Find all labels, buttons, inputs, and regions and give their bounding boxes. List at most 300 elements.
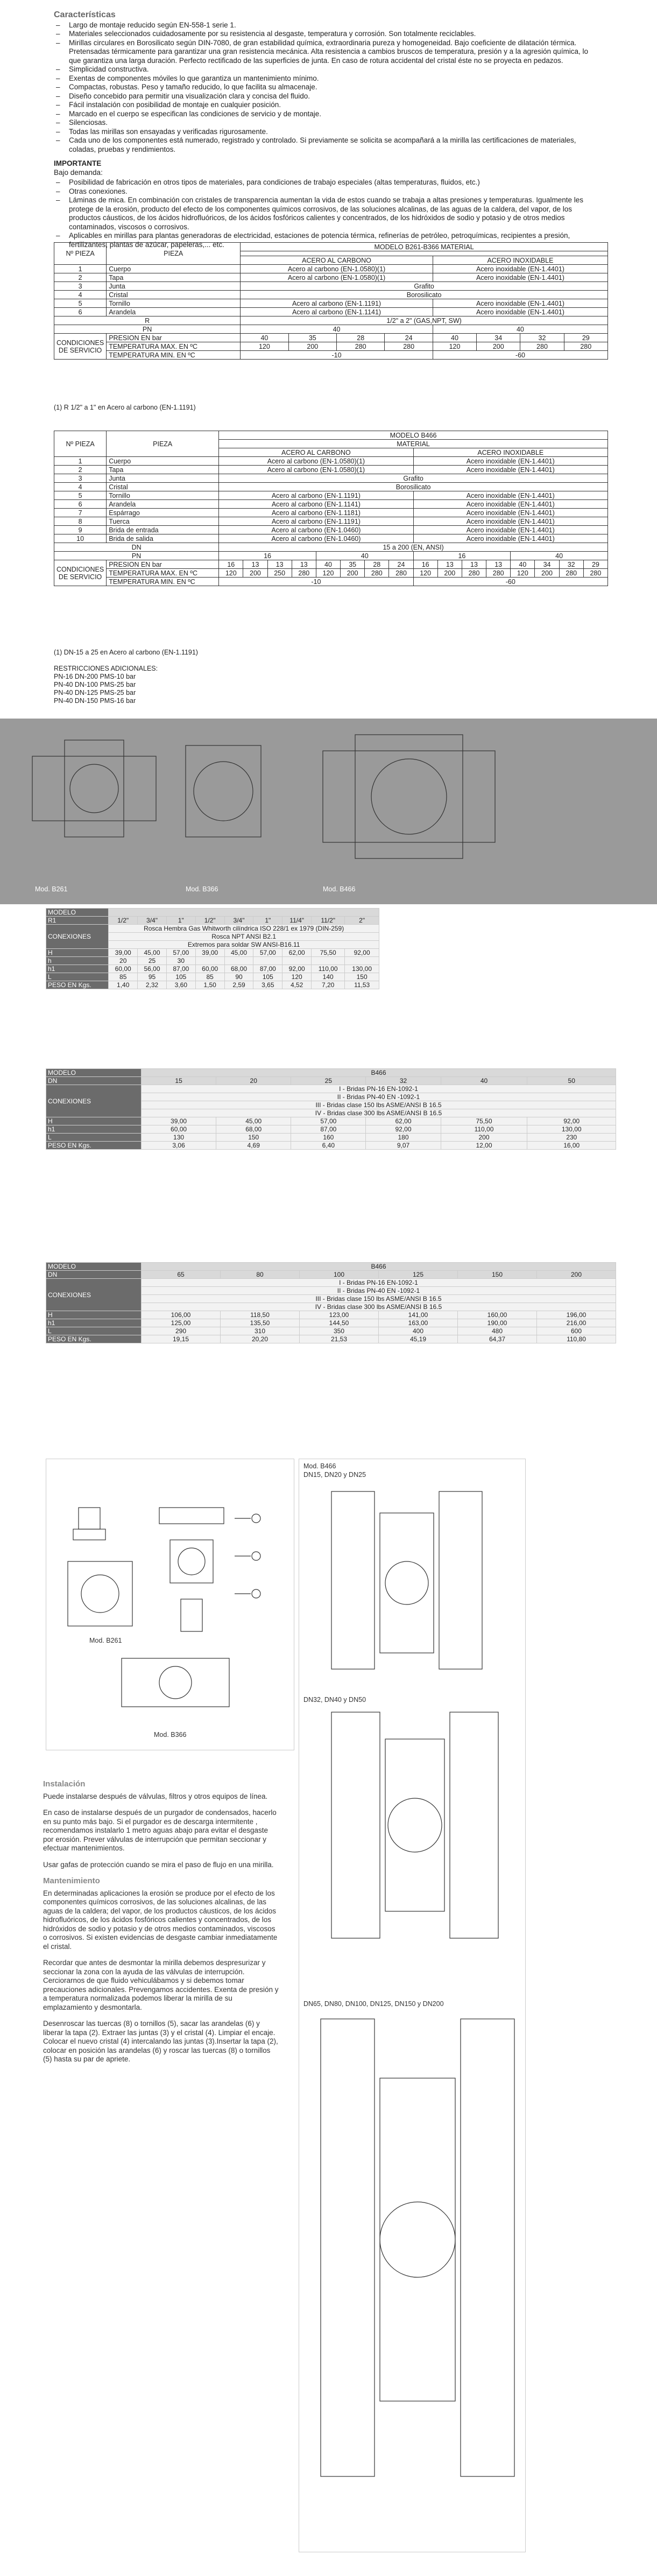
cell: 80 xyxy=(221,1271,300,1279)
cell: 2" xyxy=(345,917,379,925)
cell: 105 xyxy=(253,973,282,981)
important-item: – Posibilidad de fabricación en otros tipos de materiales, para condiciones de trabajo especiales (altas temperaturas, fluidos, etc.) xyxy=(69,178,592,187)
conn-line: IV - Bridas clase 300 lbs ASME/ANSI B 16.5 xyxy=(142,1109,616,1117)
cell: 30 xyxy=(166,957,195,965)
model-label: MODELO xyxy=(46,909,109,917)
model-label: MODELO xyxy=(46,1069,142,1077)
cell: 200 xyxy=(437,569,462,578)
maintenance-paragraph: En determinadas aplicaciones la erosión se produce por el efecto de los componentes químicos corrosivos, de las soluciones alcalinas, de las aguas de la caldera; del vapor, de los productos cáusticos, de los ácidos hidrofluóricos, de los ácidos fosfóricos calientes y concentrados, de los hidróxidos de sodio y potasio y de otros medios contaminados, viscosos o corrosivos. Si existen evidencias de desgaste cambiar inmediatamente el cristal. xyxy=(43,1889,278,1951)
tmin-label: TEMPERATURA MIN. EN ºC xyxy=(107,578,219,586)
cell: 35 xyxy=(341,560,365,569)
cell: Acero al carbono (EN-1.1191) xyxy=(219,491,413,500)
tmin-carbon: -10 xyxy=(241,351,433,360)
cell: 13 xyxy=(486,560,511,569)
table-row xyxy=(54,517,608,526)
pn-carbon: 40 xyxy=(241,325,433,334)
cell: 92,00 xyxy=(527,1117,616,1125)
conn-line: Extremos para soldar SW ANSI-B16.11 xyxy=(109,941,379,949)
cell: 141,00 xyxy=(379,1311,458,1319)
row-label: H xyxy=(46,1117,142,1125)
cell: 123,00 xyxy=(300,1311,379,1319)
table-row xyxy=(46,1335,616,1343)
cell: 75,50 xyxy=(441,1117,527,1125)
cond-label: CONDICIONES DE SERVICIO xyxy=(54,334,107,360)
inox-header: ACERO INOXIDABLE xyxy=(433,256,607,265)
cell: 120 xyxy=(241,342,288,351)
cell: Cristal xyxy=(107,483,219,491)
cell: Brida de entrada xyxy=(107,526,219,534)
cell: 110,00 xyxy=(441,1125,527,1134)
drawings-panel xyxy=(0,719,657,904)
cell: Acero inoxidable (EN-1.4401) xyxy=(413,534,607,543)
table-row xyxy=(46,981,379,989)
cell: 105 xyxy=(166,973,195,981)
cell: 35 xyxy=(288,334,336,342)
feature-item: – Silenciosas. xyxy=(69,118,592,128)
cell: 11,53 xyxy=(345,981,379,989)
cell: Acero inoxidable (EN-1.4401) xyxy=(413,491,607,500)
conn-line: Rosca Hembra Gas Whitworth cilíndrica ISO 228/1 ex 1979 (DIN-259) xyxy=(109,925,379,933)
table-row xyxy=(46,1142,616,1150)
cell: 5 xyxy=(54,491,107,500)
cell: 40 xyxy=(241,334,288,342)
tmax-label: TEMPERATURA MAX. EN ºC xyxy=(107,569,219,578)
table-row xyxy=(54,291,608,299)
cell: Cuerpo xyxy=(107,457,219,466)
row-label: h xyxy=(46,957,109,965)
cell xyxy=(345,957,379,965)
cell: 32 xyxy=(559,560,583,569)
cell: Junta xyxy=(107,282,241,291)
caption-dn15: DN15, DN20 y DN25 xyxy=(303,1471,366,1479)
cell: 4 xyxy=(54,291,107,299)
cell: 120 xyxy=(511,569,535,578)
row-label: L xyxy=(46,973,109,981)
cell: 280 xyxy=(365,569,389,578)
feature-item: – Fácil instalación con posibilidad de montaje en cualquier posición. xyxy=(69,101,592,110)
cell: 60,00 xyxy=(109,965,138,973)
cell: Acero al carbono (EN-1.0460) xyxy=(219,534,413,543)
table-row xyxy=(46,1327,616,1335)
tmin-inox: -60 xyxy=(413,578,607,586)
cell: Acero al carbono (EN-1.0580)(1) xyxy=(241,273,433,282)
cell: Acero al carbono (EN-1.1191) xyxy=(219,517,413,526)
cell: 200 xyxy=(477,342,520,351)
pressure-label: PRESION EN bar xyxy=(107,560,219,569)
cell: 24 xyxy=(385,334,433,342)
r-label: R xyxy=(54,316,241,325)
cell: 11/2" xyxy=(312,917,345,925)
cell: Acero al carbono (EN-1.0580)(1) xyxy=(219,457,413,466)
cell: 5 xyxy=(54,299,107,308)
model-value: B466 xyxy=(142,1263,616,1271)
cell: 125,00 xyxy=(142,1319,221,1327)
table-row xyxy=(46,965,379,973)
restrictions xyxy=(54,665,158,705)
cell: 40 xyxy=(441,1077,527,1085)
cell: 13 xyxy=(292,560,316,569)
model-value: B466 xyxy=(142,1069,616,1077)
cell: 4,69 xyxy=(216,1142,291,1150)
cell: 180 xyxy=(366,1134,441,1142)
cell: 9 xyxy=(54,526,107,534)
cell: 1,50 xyxy=(195,981,224,989)
important-item: – Aplicables en mirillas para plantas generadoras de electricidad, estaciones de potencia térmica, refinerías de petróleo, petroquímicas, recipientes a presión, fertilizantes, plantas de azúcar, papeleras,... etc. xyxy=(69,231,592,249)
r-value: 1/2" a 2" (GAS,NPT, SW) xyxy=(241,316,608,325)
pn-label: PN xyxy=(54,552,219,560)
row-label: PESO EN Kgs. xyxy=(46,1142,142,1150)
cell: 6 xyxy=(54,500,107,509)
cell: Acero al carbono (EN-1.0580)(1) xyxy=(241,265,433,273)
cell: 280 xyxy=(385,342,433,351)
cell: 21,53 xyxy=(300,1335,379,1343)
cell: 95 xyxy=(138,973,167,981)
tmin-carbon: -10 xyxy=(219,578,413,586)
cell: 92,00 xyxy=(345,949,379,957)
restriction-item: PN-16 DN-200 PMS-10 bar xyxy=(54,673,136,680)
table-row xyxy=(54,534,608,543)
cell: 120 xyxy=(433,342,476,351)
cell: 16 xyxy=(413,560,437,569)
cell: Acero inoxidable (EN-1.4401) xyxy=(433,265,607,273)
cell: 100 xyxy=(300,1271,379,1279)
cell: 144,50 xyxy=(300,1319,379,1327)
cell: 6,40 xyxy=(291,1142,366,1150)
cell: Grafito xyxy=(241,282,608,291)
installation-paragraph: Usar gafas de protección cuando se mira el paso de flujo en una mirilla. xyxy=(43,1860,274,1869)
cell: Acero inoxidable (EN-1.4401) xyxy=(413,509,607,517)
restriction-item: PN-40 DN-100 PMS-25 bar xyxy=(54,681,136,688)
cell: 3/4" xyxy=(138,917,167,925)
table-row xyxy=(46,1125,616,1134)
cell: 7 xyxy=(54,509,107,517)
cell: 280 xyxy=(389,569,413,578)
row-label: H xyxy=(46,1311,142,1319)
dn-label: DN xyxy=(54,543,219,552)
cell: Arandela xyxy=(107,308,241,316)
inox-header: ACERO INOXIDABLE xyxy=(413,448,607,457)
important-item: – Otras conexiones. xyxy=(69,187,592,196)
conn-label: CONEXIONES xyxy=(46,1085,142,1117)
cell: 8 xyxy=(54,517,107,526)
important-block xyxy=(54,159,592,249)
cell: Acero inoxidable (EN-1.4401) xyxy=(413,500,607,509)
cell: Tornillo xyxy=(107,491,219,500)
cell: 56,00 xyxy=(138,965,167,973)
dn-label: DN xyxy=(46,1271,142,1279)
cell: Acero inoxidable (EN-1.4401) xyxy=(413,526,607,534)
cell: 280 xyxy=(486,569,511,578)
important-title: IMPORTANTE xyxy=(54,159,102,167)
cell xyxy=(224,957,253,965)
cell: 280 xyxy=(564,342,607,351)
dimension-table-b261-b366 xyxy=(46,908,379,989)
cell: 280 xyxy=(583,569,607,578)
cell: 130 xyxy=(142,1134,216,1142)
cell: Tapa xyxy=(107,273,241,282)
feature-item: – Compactas, robustas. Peso y tamaño reducido, lo que facilita su almacenaje. xyxy=(69,83,592,92)
cell: 75,50 xyxy=(312,949,345,957)
cell: Acero al carbono (EN-1.1181) xyxy=(219,509,413,517)
cell: Tuerca xyxy=(107,517,219,526)
conn-line: III - Bridas clase 150 lbs ASME/ANSI B 16.5 xyxy=(142,1101,616,1109)
feature-item: – Todas las mirillas son ensayadas y verificadas rigurosamente. xyxy=(69,128,592,137)
cell: Acero al carbono (EN-1.1191) xyxy=(241,299,433,308)
cell: 1 xyxy=(54,265,107,273)
cell: 39,00 xyxy=(142,1117,216,1125)
cell: 19,15 xyxy=(142,1335,221,1343)
cell: 160,00 xyxy=(458,1311,537,1319)
cell: 280 xyxy=(337,342,385,351)
cell: 200 xyxy=(441,1134,527,1142)
installation-section xyxy=(43,1773,280,2072)
cell: Cuerpo xyxy=(107,265,241,273)
cell: 62,00 xyxy=(366,1117,441,1125)
cell: 120 xyxy=(413,569,437,578)
dn-label: DN xyxy=(46,1077,142,1085)
cell: 1/2" xyxy=(109,917,138,925)
row-label: h1 xyxy=(46,1319,142,1327)
row-label: L xyxy=(46,1134,142,1142)
cell: 196,00 xyxy=(537,1311,616,1319)
exploded-b261-b366 xyxy=(46,1459,294,1750)
exploded-drawing-small xyxy=(46,1459,294,1750)
row-label: h1 xyxy=(46,1125,142,1134)
cell: 7,20 xyxy=(312,981,345,989)
cell: 200 xyxy=(535,569,559,578)
feature-item: – Diseño concebido para permitir una visualización clara y concisa del fluido. xyxy=(69,92,592,101)
conn-line: I - Bridas PN-16 EN-1092-1 xyxy=(142,1085,616,1093)
feature-item: – Mirillas circulares en Borosilicato según DIN-7080, de gran estabilidad química, extraordinaria pureza y homogeneidad. Bajo coeficiente de dilatación térmica. Pretensadas térmicamente para garantizar una gran resistencia mecánica. Alta resistencia a cambios bruscos de temperatura, presión y a la agresión química, lo que garantiza una larga duración. Perfecto rectificado de las superficies de junta. En caso de rotura accidental del cristal éste no se proyecta en pedazos. xyxy=(69,39,592,66)
cell: 160 xyxy=(291,1134,366,1142)
feature-item: – Cada uno de los componentes está numerado, registrado y controlado. Si previamente se solicita se acompañará a la mirilla las certificaciones de materiales, coladas, pruebas y rendimientos. xyxy=(69,136,592,154)
table-row xyxy=(54,457,608,466)
caption-b261-small: Mod. B261 xyxy=(89,1637,122,1644)
cell: 57,00 xyxy=(291,1117,366,1125)
caption-b466: Mod. B466 xyxy=(323,885,356,893)
cell: 230 xyxy=(527,1134,616,1142)
cell: Grafito xyxy=(219,474,608,483)
conn-line: II - Bridas PN-40 EN -1092-1 xyxy=(142,1287,616,1295)
cell: Acero inoxidable (EN-1.4401) xyxy=(413,466,607,474)
technical-drawings xyxy=(0,719,657,904)
cell: 106,00 xyxy=(142,1311,221,1319)
feature-item: – Simplicidad constructiva. xyxy=(69,65,592,74)
conn-line: IV - Bridas clase 300 lbs ASME/ANSI B 16.5 xyxy=(142,1303,616,1311)
installation-title: Instalación xyxy=(43,1779,86,1789)
cell: 130,00 xyxy=(345,965,379,973)
conn-label: CONEXIONES xyxy=(46,1279,142,1311)
table2-footnote: (1) DN-15 a 25 en Acero al carbono (EN-1.1191) xyxy=(54,649,198,656)
carbon-header: ACERO AL CARBONO xyxy=(219,448,413,457)
cell: 45,19 xyxy=(379,1335,458,1343)
cell: 200 xyxy=(288,342,336,351)
cell xyxy=(282,957,312,965)
dimension-table-b466-small xyxy=(46,1068,616,1150)
cell: Acero al carbono (EN-1.1141) xyxy=(219,500,413,509)
maintenance-paragraph: Recordar que antes de desmontar la mirilla debemos despresurizar y seccionar la zona con la ayuda de las válvulas de interrupción. Cerciorarnos de que fluido vehiculábamos y si debemos tomar precauciones adicionales. Prevengamos accidentes. Exenta de presión y a temperatura normalizada podemos liberar la mirilla de su emplazamiento y desmontarla. xyxy=(43,1959,279,2011)
cell: 57,00 xyxy=(253,949,282,957)
tmin-label: TEMPERATURA MIN. EN ºC xyxy=(107,351,241,360)
cell: 34 xyxy=(535,560,559,569)
cell: 120 xyxy=(282,973,312,981)
cell: 29 xyxy=(583,560,607,569)
cell: 2 xyxy=(54,466,107,474)
cell: 92,00 xyxy=(282,965,312,973)
cell: 130,00 xyxy=(527,1125,616,1134)
table-row xyxy=(54,466,608,474)
cell: 3 xyxy=(54,474,107,483)
table-row xyxy=(46,957,379,965)
cell: 40 xyxy=(316,560,340,569)
cell: 87,00 xyxy=(291,1125,366,1134)
cell: 9,07 xyxy=(366,1142,441,1150)
cell: Borosilicato xyxy=(219,483,608,491)
cell: 29 xyxy=(564,334,607,342)
model-label: MODELO xyxy=(46,1263,142,1271)
cell: 3,65 xyxy=(253,981,282,989)
col-piece-header: PIEZA xyxy=(107,243,241,265)
cell: 64,37 xyxy=(458,1335,537,1343)
cell: 280 xyxy=(559,569,583,578)
pn-inox: 40 xyxy=(433,325,607,334)
cell: 200 xyxy=(243,569,267,578)
cell: 13 xyxy=(437,560,462,569)
cell: 200 xyxy=(537,1271,616,1279)
table-row xyxy=(46,1134,616,1142)
cell: 280 xyxy=(520,342,564,351)
cell: Acero inoxidable (EN-1.4401) xyxy=(433,273,607,282)
cell: 39,00 xyxy=(195,949,224,957)
cell: 280 xyxy=(462,569,486,578)
feature-item: – Exentas de componentes móviles lo que garantiza un mantenimiento mínimo. xyxy=(69,74,592,83)
row-label: L xyxy=(46,1327,142,1335)
conn-line: I - Bridas PN-16 EN-1092-1 xyxy=(142,1279,616,1287)
model-header: MODELO B466 xyxy=(219,431,608,440)
cell: 1,40 xyxy=(109,981,138,989)
restriction-item: PN-40 DN-150 PMS-16 bar xyxy=(54,697,136,705)
feature-item: – Marcado en el cuerpo se especifican las condiciones de servicio y de montaje. xyxy=(69,110,592,119)
features-title: Características xyxy=(54,10,116,19)
cell xyxy=(312,957,345,965)
cell: 190,00 xyxy=(458,1319,537,1327)
cell: 3 xyxy=(54,282,107,291)
table-row xyxy=(54,474,608,483)
cell: 3,06 xyxy=(142,1142,216,1150)
important-item: – Láminas de mica. En combinación con cristales de transparencia aumentan la vida de estos cuando se trabaja a altas presiones y temperaturas. Igualmente les protege de la erosión, producto del efecto de los componentes químicos corrosivos, de las soluciones alcalinas, de las aguas de la caldera, del vapor, de los productos cáusticos, de los ácidos hidrofluóricos, de los ácidos fosfóricos calientes y concentrados, de los hidróxidos de sodio y potasio y de otros medios contaminados, viscosos o corrosivos. xyxy=(69,196,592,231)
cell: Acero inoxidable (EN-1.4401) xyxy=(433,308,607,316)
cell: 25 xyxy=(291,1077,366,1085)
cell: 40 xyxy=(433,334,476,342)
cell: 34 xyxy=(477,334,520,342)
important-list xyxy=(54,178,592,249)
row-label: PESO EN Kgs. xyxy=(46,981,109,989)
cell: 150 xyxy=(345,973,379,981)
material-header: MATERIAL xyxy=(219,440,608,448)
cell: 163,00 xyxy=(379,1319,458,1327)
cell: 4 xyxy=(54,483,107,491)
cell: 25 xyxy=(138,957,167,965)
row-label: H xyxy=(46,949,109,957)
cell: 120 xyxy=(316,569,340,578)
cell: 150 xyxy=(458,1271,537,1279)
cell: 57,00 xyxy=(166,949,195,957)
col-no-header: Nº PIEZA xyxy=(54,431,107,457)
table-row xyxy=(54,526,608,534)
cell: 3,60 xyxy=(166,981,195,989)
table-row xyxy=(54,483,608,491)
table-row xyxy=(46,1311,616,1319)
cell: 60,00 xyxy=(195,965,224,973)
cell: Cristal xyxy=(107,291,241,299)
cell: 85 xyxy=(109,973,138,981)
exploded-b466 xyxy=(299,1459,526,2552)
cell: 87,00 xyxy=(253,965,282,973)
conn-line: Rosca NPT ANSI B2.1 xyxy=(109,933,379,941)
cell: 110,00 xyxy=(312,965,345,973)
model-header: MODELO B261-B366 MATERIAL xyxy=(241,243,608,251)
cell: Brida de salida xyxy=(107,534,219,543)
table-row xyxy=(54,265,608,273)
cell: 4,52 xyxy=(282,981,312,989)
cell xyxy=(195,957,224,965)
cell: 400 xyxy=(379,1327,458,1335)
cell: 12,00 xyxy=(441,1142,527,1150)
cell: 125 xyxy=(379,1271,458,1279)
pn-label: PN xyxy=(54,325,241,334)
cell: 480 xyxy=(458,1327,537,1335)
cell: 15 xyxy=(142,1077,216,1085)
cell: Tapa xyxy=(107,466,219,474)
feature-item: – Materiales seleccionados cuidadosamente por su resistencia al desgaste, temperatura y corrosión. Son totalmente reciclables. xyxy=(69,30,592,39)
table-row xyxy=(46,1117,616,1125)
cell: 40 xyxy=(511,552,608,560)
features-section xyxy=(54,11,592,249)
cond-label: CONDICIONES DE SERVICIO xyxy=(54,560,107,586)
table1-footnote: (1) R 1/2" a 1" en Acero al carbono (EN-1.1191) xyxy=(54,404,196,411)
installation-paragraph: Puede instalarse después de válvulas, filtros y otros equipos de línea. xyxy=(43,1792,268,1800)
cell: 6 xyxy=(54,308,107,316)
cell: 28 xyxy=(337,334,385,342)
restriction-item: PN-40 DN-125 PMS-25 bar xyxy=(54,689,136,696)
cell: 68,00 xyxy=(216,1125,291,1134)
cell: 310 xyxy=(221,1327,300,1335)
table-row xyxy=(54,308,608,316)
caption-dn65: DN65, DN80, DN100, DN125, DN150 y DN200 xyxy=(303,2000,444,2008)
r1-label: R1 xyxy=(46,917,109,925)
features-list xyxy=(54,21,592,154)
cell: 45,00 xyxy=(224,949,253,957)
cell: 32 xyxy=(520,334,564,342)
table-row xyxy=(54,509,608,517)
row-label: h1 xyxy=(46,965,109,973)
dn-value: 15 a 200 (EN, ANSI) xyxy=(219,543,608,552)
cell: 3/4" xyxy=(224,917,253,925)
cell: 10 xyxy=(54,534,107,543)
cell: 2,59 xyxy=(224,981,253,989)
cell: Borosilicato xyxy=(241,291,608,299)
cell: Espárrago xyxy=(107,509,219,517)
dimension-table-b466-large xyxy=(46,1262,616,1343)
table-row xyxy=(54,500,608,509)
cell: 16,00 xyxy=(527,1142,616,1150)
cell: 20,20 xyxy=(221,1335,300,1343)
cell: 280 xyxy=(292,569,316,578)
cell: 13 xyxy=(462,560,486,569)
table-row xyxy=(54,491,608,500)
cell: 20 xyxy=(109,957,138,965)
cell: 87,00 xyxy=(166,965,195,973)
